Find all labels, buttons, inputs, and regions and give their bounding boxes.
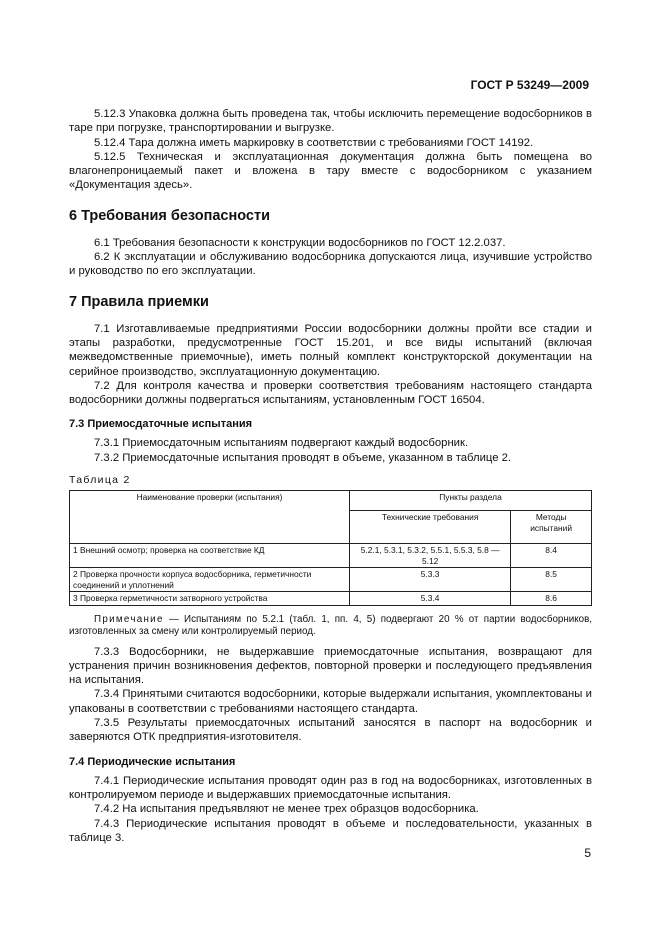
paragraph-7-4-1: 7.4.1 Периодические испытания проводят один раз в год на водосборниках, изготовленных в контролируемом периоде и выдержавших приемосдаточные испытания. <box>69 774 592 801</box>
note-label: Примечание <box>94 613 164 625</box>
page-content <box>69 107 592 845</box>
table-cell-method: 8.4 <box>511 544 592 568</box>
table-cell-check-name: 2 Проверка прочности корпуса водосборника, герметичности соединений и уплотнений <box>70 568 350 592</box>
column-header-sections: Пункты раздела <box>350 491 592 511</box>
paragraph-5-12-5: 5.12.5 Техническая и эксплуатационная документация должна быть помещена во влагонепроницаемый пакет и вложена в тару вместе с водосборником с указанием «Документация здесь». <box>69 150 592 192</box>
table-cell-tech: 5.2.1, 5.3.1, 5.3.2, 5.5.1, 5.5.3, 5.8 — 5.12 <box>350 544 511 568</box>
table-cell-method: 8.6 <box>511 592 592 606</box>
column-header-check-name: Наименование проверки (испытания) <box>70 491 350 544</box>
table-row <box>70 568 592 592</box>
paragraph-6-1: 6.1 Требования безопасности к конструкции водосборников по ГОСТ 12.2.037. <box>94 236 506 249</box>
table-cell-check-name: 3 Проверка герметичности затворного устройства <box>70 592 350 606</box>
section-heading-7: 7 Правила приемки <box>69 293 209 310</box>
paragraph-5-12-3: 5.12.3 Упаковка должна быть проведена так, чтобы исключить перемещение водосборников в таре при погрузке, транспортировании и выгрузке. <box>69 108 592 135</box>
table-cell-tech: 5.3.4 <box>350 592 511 606</box>
section-heading-6: 6 Требования безопасности <box>69 207 271 224</box>
paragraph-7-3-1: 7.3.1 Приемосдаточным испытаниям подвергают каждый водосборник. <box>94 437 469 450</box>
table-cell-check-name: 1 Внешний осмотр; проверка на соответствие КД <box>70 544 350 568</box>
subsection-heading-7-4: 7.4 Периодические испытания <box>69 755 236 768</box>
note-text: — Испытаниям по 5.2.1 (табл. 1, пп. 4, 5) подвергают 20 % от партии водосборников, изготовленных за смену или контролируемый период. <box>69 613 592 638</box>
paragraph-6-2: 6.2 К эксплуатации и обслуживанию водосборника допускаются лица, изучившие устройство и руководство по его эксплуатации. <box>69 251 592 278</box>
table-cell-tech: 5.3.3 <box>350 568 511 592</box>
page-number: 5 <box>584 846 591 860</box>
table-note <box>69 614 592 639</box>
paragraph-7-4-3: 7.4.3 Периодические испытания проводят в объеме и последовательности, указанных в таблице 3. <box>69 817 592 844</box>
table-caption: Таблица 2 <box>69 474 131 487</box>
table-cell-method: 8.5 <box>511 568 592 592</box>
table-2 <box>69 490 592 606</box>
column-header-test-methods: Методы испытаний <box>511 511 592 544</box>
paragraph-7-3-2: 7.3.2 Приемосдаточные испытания проводят в объеме, указанном в таблице 2. <box>94 451 512 464</box>
paragraph-5-12-4: 5.12.4 Тара должна иметь маркировку в соответствии с требованиями ГОСТ 14192. <box>94 136 534 149</box>
subsection-heading-7-3: 7.3 Приемосдаточные испытания <box>69 418 253 431</box>
paragraph-7-3-3: 7.3.3 Водосборники, не выдержавшие приемосдаточные испытания, возвращают для устранения причин возникновения дефектов, повторной проверки и последующего предъявления на испытания. <box>69 645 592 687</box>
paragraph-7-2: 7.2 Для контроля качества и проверки соответствия требованиям настоящего стандарта водосборники должны подвергаться испытаниям, установленным ГОСТ 16504. <box>69 379 592 407</box>
column-header-tech-requirements: Технические требования <box>350 511 511 544</box>
table-row <box>70 544 592 568</box>
table-header-row <box>70 491 592 511</box>
paragraph-7-3-5: 7.3.5 Результаты приемосдаточных испытаний заносятся в паспорт на водосборник и заверяются ОТК предприятия-изготовителя. <box>69 717 592 744</box>
table-row <box>70 592 592 606</box>
document-code: ГОСТ Р 53249—2009 <box>470 78 589 92</box>
paragraph-7-4-2: 7.4.2 На испытания предъявляют не менее трех образцов водосборника. <box>94 803 479 816</box>
paragraph-7-1: 7.1 Изготавливаемые предприятиями России водосборники должны пройти все стадии и этапы разработки, предусмотренные ГОСТ 15.201, и все виды испытаний (включая межведомственные приемочные), иметь полный комплект конструкторской документации на серийное производство, эксплуатационную документацию. <box>69 322 592 378</box>
paragraph-7-3-4: 7.3.4 Принятыми считаются водосборники, которые выдержали испытания, укомплектованы и упакованы в соответствии с требованиями настоящего стандарта. <box>69 688 592 715</box>
